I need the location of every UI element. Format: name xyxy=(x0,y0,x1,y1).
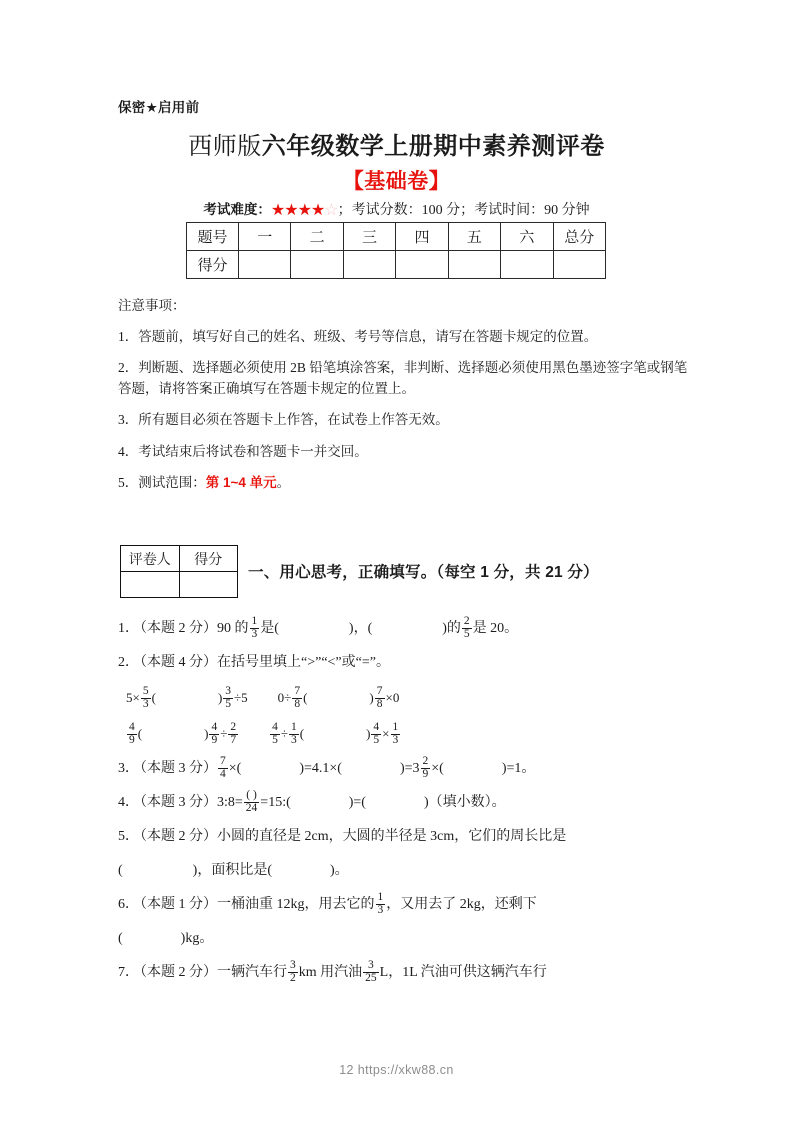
table-row xyxy=(187,223,606,251)
section-1-heading: 一、用心思考，正确填写。（每空 1 分，共 21 分） xyxy=(248,564,599,581)
question-5-points: （本题 2 分） xyxy=(140,829,217,844)
note-item-range xyxy=(118,473,688,494)
fraction-one-third-4: $\frac{1}{3}$ xyxy=(377,890,384,916)
question-5-number: 5． xyxy=(118,829,139,844)
question-6-number: 6． xyxy=(118,897,139,912)
question-2-row-2 xyxy=(118,716,698,752)
title-prefix: 西师版 xyxy=(188,133,262,160)
note-item: 4．考试结束后将试卷和答题卡一并交回。 xyxy=(118,443,368,459)
difficulty-label: 考试难度： xyxy=(203,202,271,217)
note-item: 3．所有题目必须在答题卡上作答，在试卷上作答无效。 xyxy=(118,412,449,428)
difficulty-line xyxy=(0,198,793,220)
question-5-line-2: ( )，面积比是( )。 xyxy=(118,863,349,878)
question-2-number: 2． xyxy=(118,655,139,670)
column-header: 二 xyxy=(291,223,343,251)
score-info: ；考试分数：100 分；考试时间：90 分钟 xyxy=(337,203,590,218)
fraction-one-third: $\frac{1}{3}$ xyxy=(251,614,258,640)
column-header: 一 xyxy=(239,223,291,251)
page-title xyxy=(0,126,793,161)
question-2-row-1 xyxy=(118,680,698,716)
questions-list xyxy=(118,612,698,990)
fraction-two-fifths: $\frac{2}{5}$ xyxy=(463,614,470,640)
difficulty-stars xyxy=(271,200,338,220)
subtitle-badge: 【基础卷】 xyxy=(342,170,451,193)
star-empty-icon: ☆ xyxy=(324,202,338,219)
fraction-seven-eighths-2: $\frac{7}{8}$ xyxy=(376,685,383,711)
question-1 xyxy=(118,612,698,646)
question-6-points: （本题 1 分） xyxy=(140,897,217,912)
question-1-seg4: )的 xyxy=(442,621,461,636)
question-4: 4．（本题 3 分）3:8= $\frac{( )}{24}$ =15:( )=( )（填小数）。 xyxy=(118,788,506,814)
question-1-seg1: 90 的 xyxy=(217,621,249,636)
column-header: 三 xyxy=(343,223,395,251)
expression-3: $\frac{4}{9}$ ( ) $\frac{4}{9}$ ÷ $\frac{2}{7}$ xyxy=(129,721,237,747)
fraction-five-thirds: $\frac{5}{3}$ xyxy=(142,685,149,711)
expression-4: $\frac{4}{5}$ ÷ $\frac{1}{3}$ ( ) $\frac{4}{5}$ × $\frac{1}{3}$ xyxy=(272,721,399,747)
star-filled-icon: ★ xyxy=(284,202,298,219)
table-row xyxy=(187,251,606,279)
fraction-two-ninths: $\frac{2}{9}$ xyxy=(422,754,429,780)
secret-label: 保密★启用前 xyxy=(118,100,200,115)
notes-heading: 注意事项： xyxy=(118,298,186,313)
question-2-points: （本题 4 分） xyxy=(140,655,217,670)
grader-score-cell[interactable] xyxy=(179,572,238,598)
question-7: 7．（本题 2 分）一辆汽车行 $\frac{3}{2}$ km 用汽油 $\frac{3}{25}$ L，1L 汽油可供这辆汽车行 xyxy=(118,958,547,984)
row-label-score: 得分 xyxy=(187,251,239,279)
fraction-four-fifths-2: $\frac{4}{5}$ xyxy=(373,721,380,747)
fraction-seven-fourths: $\frac{7}{4}$ xyxy=(220,754,226,780)
fraction-four-ninths: $\frac{4}{9}$ xyxy=(129,721,135,747)
fraction-four-ninths-2: $\frac{4}{9}$ xyxy=(211,721,218,747)
star-filled-icon: ★ xyxy=(270,202,285,219)
fraction-one-third-3: $\frac{1}{3}$ xyxy=(392,721,399,747)
column-header: 五 xyxy=(448,223,500,251)
grader-score-box xyxy=(120,545,238,598)
expression-1: 5× $\frac{5}{3}$ ( ) $\frac{3}{5}$ ÷5 xyxy=(126,685,248,711)
star-filled-icon: ★ xyxy=(297,202,311,219)
question-5 xyxy=(118,820,698,854)
question-3-points: （本题 3 分） xyxy=(140,761,217,776)
note5-suffix: 。 xyxy=(276,475,291,491)
question-3-number: 3． xyxy=(118,761,139,776)
fraction-four-fifths: $\frac{4}{5}$ xyxy=(272,721,278,747)
question-1-seg3: )，( xyxy=(348,621,373,636)
question-7-number: 7． xyxy=(118,965,139,980)
grader-label: 评卷人 xyxy=(121,546,180,572)
fraction-three-25ths: $\frac{3}{25}$ xyxy=(365,958,377,984)
note5-range: 第 1~4 单元 xyxy=(205,475,277,491)
question-5-line1: 小圆的直径是 2cm，大圆的半径是 3cm，它们的周长比是 xyxy=(217,829,567,844)
fraction-three-fifths: $\frac{3}{5}$ xyxy=(225,685,232,711)
column-header: 六 xyxy=(501,223,553,251)
score-cell[interactable] xyxy=(343,251,395,279)
star-filled-icon: ★ xyxy=(310,202,325,219)
note5-prefix: 5．测试范围： xyxy=(118,475,206,491)
fraction-seven-eighths: $\frac{7}{8}$ xyxy=(294,685,301,711)
column-header: 总分 xyxy=(553,223,605,251)
fraction-one-third-2: $\frac{1}{3}$ xyxy=(290,721,297,747)
grader-value-cell[interactable] xyxy=(121,572,180,598)
question-2 xyxy=(118,646,698,680)
question-1-seg5: 是 20。 xyxy=(472,621,519,636)
question-6-line-2: ( )kg。 xyxy=(118,931,214,946)
fraction-three-halves: $\frac{3}{2}$ xyxy=(290,958,296,984)
score-summary-table xyxy=(186,222,606,279)
row-label-question-no: 题号 xyxy=(187,223,239,251)
score-cell[interactable] xyxy=(239,251,291,279)
question-1-points: （本题 2 分） xyxy=(140,621,217,636)
question-4-points: （本题 3 分） xyxy=(140,795,217,810)
score-cell[interactable] xyxy=(448,251,500,279)
score-cell[interactable] xyxy=(396,251,448,279)
score-cell[interactable] xyxy=(501,251,553,279)
question-1-number: 1． xyxy=(118,621,139,636)
note-item: 2．判断题、选择题必须使用 2B 铅笔填涂答案，非判断、选择题必须使用黑色墨迹签字笔或钢笔答题，请将答案正确填写在答题卡规定的位置上。 xyxy=(118,360,688,396)
fraction-two-sevenths: $\frac{2}{7}$ xyxy=(230,721,237,747)
score-cell[interactable] xyxy=(553,251,605,279)
notes-section xyxy=(118,296,688,505)
fraction-blank-over-24[interactable]: $\frac{( )}{24}$ xyxy=(245,788,258,814)
expression-2: 0÷ $\frac{7}{8}$ ( ) $\frac{7}{8}$ ×0 xyxy=(277,685,400,711)
question-4-number: 4． xyxy=(118,795,139,810)
question-3: 3．（本题 3 分） $\frac{7}{4}$ ×( )=4.1×( )=3 $\frac{2}{9}$ ×( )=1。 xyxy=(118,754,536,780)
score-cell[interactable] xyxy=(291,251,343,279)
question-6: 6．（本题 1 分）一桶油重 12kg，用去它的 $\frac{1}{3}$ ，又用去了 2kg，还剩下 xyxy=(118,890,537,916)
question-7-points: （本题 2 分） xyxy=(140,965,217,980)
page-footer: 12 https://xkw88.cn xyxy=(339,1063,454,1077)
title-main: 六年级数学上册期中素养测评卷 xyxy=(261,133,605,160)
question-1-seg2: 是( xyxy=(260,621,279,636)
question-2-text: 在括号里填上“>”“<”或“=”。 xyxy=(217,655,390,670)
column-header: 四 xyxy=(396,223,448,251)
grader-score-label: 得分 xyxy=(179,546,238,572)
note-item: 1．答题前，填写好自己的姓名、班级、考号等信息，请写在答题卡规定的位置。 xyxy=(118,328,598,344)
